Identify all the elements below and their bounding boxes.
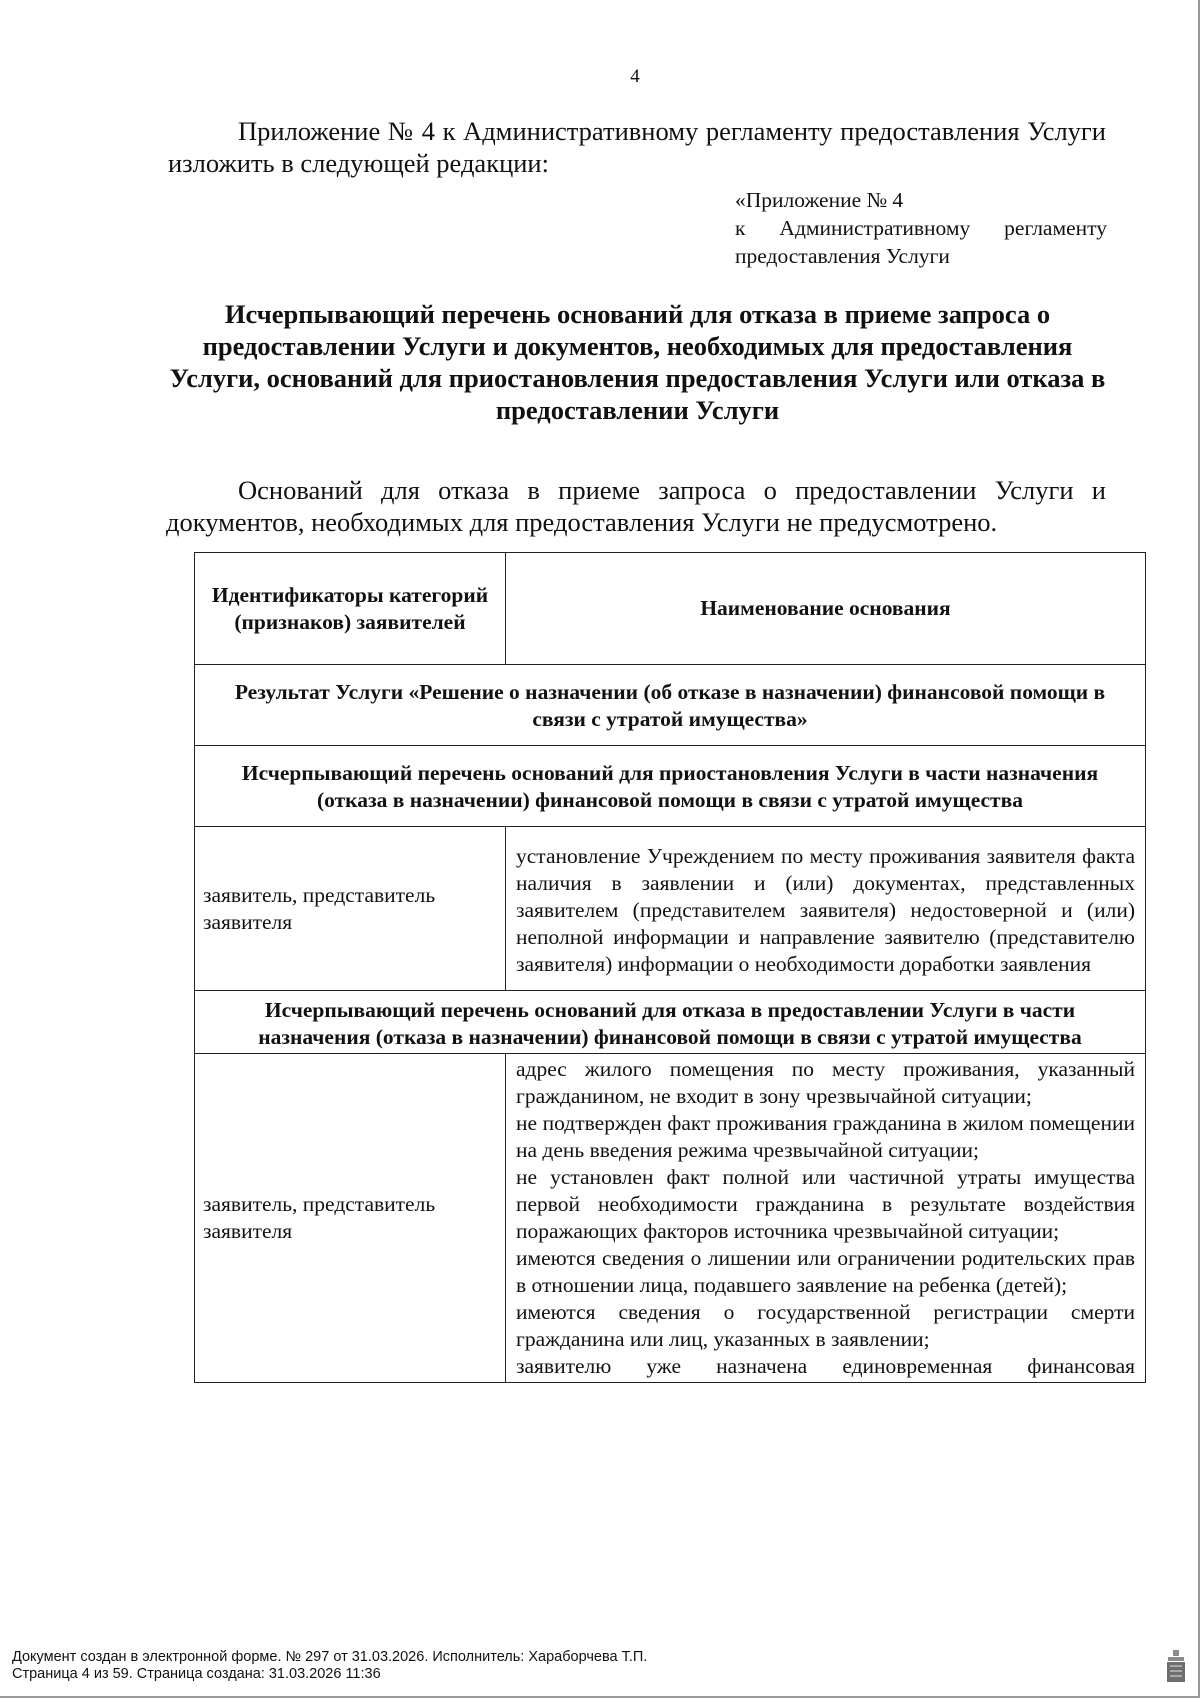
intro-paragraph: Приложение № 4 к Административному регламенту предоставления Услуги изложить в следующей редакции: bbox=[168, 116, 1106, 178]
table-header-row bbox=[195, 553, 1146, 665]
footer-line2: Страница 4 из 59. Страница создана: 31.03.2026 11:36 bbox=[12, 1666, 381, 1682]
appendix-reference bbox=[735, 186, 1107, 270]
page-number: 4 bbox=[630, 66, 640, 87]
document-title: Исчерпывающий перечень оснований для отказа в приеме запроса о предоставлении Услуги и документов, необходимых для предоставления Услуги, оснований для приостановления предоставления Услуги или отказа в предоставлении Услуги bbox=[169, 299, 1106, 425]
grounds-table bbox=[194, 552, 1146, 1383]
table-row bbox=[195, 1054, 1146, 1383]
refuse-reason-item: имеются сведения о лишении или ограничении родительских прав в отношении лица, подавшего заявление на ребенка (детей); bbox=[516, 1246, 1135, 1297]
suspend-reason: установление Учреждением по месту проживания заявителя факта наличия в заявлении и (или) документах, представленных заявителем (представителем заявителя) недостоверной и (или) неполной информации и направление заявителю (представителю заявителя) информации о необходимости доработки заявления bbox=[506, 827, 1146, 991]
appendix-ref-line2: к Административному регламенту bbox=[735, 216, 1107, 240]
refuse-section-row bbox=[195, 991, 1146, 1054]
lead-paragraph: Оснований для отказа в приеме запроса о предоставлении Услуги и документов, необходимых для предоставления Услуги не предусмотрено. bbox=[166, 475, 1106, 537]
refuse-reason-item: имеются сведения о государственной регистрации смерти гражданина или лиц, указанных в заявлении; bbox=[516, 1300, 1135, 1351]
result-row bbox=[195, 665, 1146, 746]
appendix-ref-line3: предоставления Услуги bbox=[735, 244, 950, 268]
suspend-section-title: Исчерпывающий перечень оснований для приостановления Услуги в части назначения (отказа в назначении) финансовой помощи в связи с утратой имущества bbox=[195, 746, 1146, 827]
refuse-reason-item: адрес жилого помещения по месту проживания, указанный гражданином, не входит в зону чрезвычайной ситуации; bbox=[516, 1057, 1135, 1108]
result-title: Результат Услуги «Решение о назначении (об отказе в назначении) финансовой помощи в связи с утратой имущества» bbox=[195, 665, 1146, 746]
refuse-reason-item: заявителю уже назначена единовременная финансовая bbox=[516, 1354, 1135, 1378]
footer-line1: Документ создан в электронной форме. № 297 от 31.03.2026. Исполнитель: Хараборчева Т.П. bbox=[12, 1649, 648, 1665]
suspend-applicant-category: заявитель, представитель заявителя bbox=[195, 827, 506, 991]
suspend-section-row bbox=[195, 746, 1146, 827]
refuse-reasons bbox=[506, 1054, 1146, 1383]
header-identifiers: Идентификаторы категорий (признаков) заявителей bbox=[195, 553, 506, 665]
refuse-applicant-category: заявитель, представитель заявителя bbox=[195, 1054, 506, 1383]
table-row bbox=[195, 827, 1146, 991]
refuse-reason-item: не подтвержден факт проживания гражданина в жилом помещении на день введения режима чрезвычайной ситуации; bbox=[516, 1111, 1135, 1162]
refuse-section-title: Исчерпывающий перечень оснований для отказа в предоставлении Услуги в части назначения (отказа в назначении) финансовой помощи в связи с утратой имущества bbox=[195, 991, 1146, 1054]
header-ground-name: Наименование основания bbox=[506, 553, 1146, 665]
electronic-document-footer bbox=[12, 1649, 647, 1683]
refuse-reason-item: не установлен факт полной или частичной утраты имущества первой необходимости гражданина в результате воздействия поражающих факторов источника чрезвычайной ситуации; bbox=[516, 1165, 1135, 1243]
appendix-ref-line1: «Приложение № 4 bbox=[735, 188, 904, 212]
stamp-icon bbox=[1166, 1650, 1186, 1684]
